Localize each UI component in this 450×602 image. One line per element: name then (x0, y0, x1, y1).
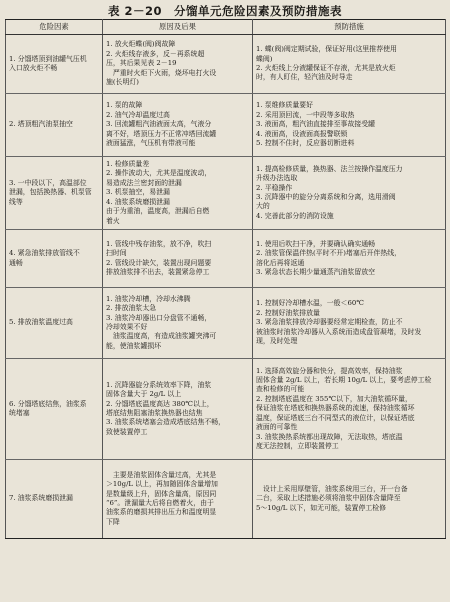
cell-text-line: ＞10g/L 以上，再加随固体含量增加 (106, 480, 218, 489)
cell-text-line: 1. 检修质量差 (106, 160, 150, 169)
cell-text-line: 2. 分馏塔底温度高达 380℃以上， (106, 399, 214, 408)
cell-text-line: 2. 塔顶粗汽油泵抽空 (9, 120, 73, 129)
cell-text-line: 是数量级上升，固体含量高，原因同 (106, 489, 217, 498)
cell-text-line: 2. 火炬线上分液罐保证不存液，尤其是放火炬 (256, 64, 396, 72)
cell-text-line: 时，有人盯住，轻汽油及时导走 (256, 73, 353, 82)
cell-text-line: 2. 控制好油浆排放量 (256, 308, 320, 317)
cause-consequence-cell (103, 460, 253, 539)
cell-text-line: 1. 使用后吹扫干净，并要确认确实通畅 (256, 239, 376, 248)
cell-text-line: 查和检修的可能 (256, 385, 305, 394)
cell-text-line: 统堵塞 (9, 409, 30, 417)
cell-text-line: 被油浆时油浆冷却器从入系统而造成盘管凝堵，及时发 (256, 327, 422, 336)
table-header-row (6, 20, 446, 35)
cell-text-line: 3. 紧急油浆排放冷却器要经常定期检查，防止不 (256, 318, 403, 327)
cell-text-line: “6”。泄漏量大后将自燃着火，由于 (106, 499, 214, 507)
cell-text-line: 塔底结焦阻塞油浆换热器也结焦 (106, 409, 203, 417)
cell-text-line: 固体含量大于 2g/L 以上 (106, 390, 182, 399)
cell-text-line: 通畅 (9, 258, 23, 267)
header-hazard-factor: 危险因素 (6, 20, 103, 35)
cell-text-line: 泄漏，包括换热器、机泵管 (9, 188, 92, 197)
cause-consequence-cell (103, 35, 253, 94)
cell-text-line: 现，及时处理 (256, 337, 298, 346)
cell-text-line: 由于为重油，温度高，泄漏后自燃 (106, 207, 210, 216)
cell-text-line: 7. 油浆系统磨损泄漏 (9, 494, 73, 503)
cell-text-line: 1. 控制好冷却槽水温，一般＜60℃ (256, 299, 364, 308)
cell-text-line: 1. 选择高效旋分器和快分，提高效率，保持油浆 (256, 366, 403, 375)
table-row (6, 157, 446, 230)
cell-text-line: 能，使油浆罐损坏 (106, 341, 162, 350)
cell-text-line: 液面猛涨，气压机有带液可能 (106, 139, 196, 148)
cell-text-line: 5. 控制不住时，反应器切断进料 (256, 139, 355, 148)
cell-text-line: 固体含量 2g/L 以上，若长期 10g/L 以上，要考虑停工检 (256, 376, 432, 385)
preventive-measures-cell (253, 359, 446, 460)
cause-consequence-cell (103, 359, 253, 460)
cell-text-line: 温度，保证塔底三台不同型式的液位计，以保证塔底 (256, 413, 415, 422)
cell-text-line: 3. 油浆换热系统都出现故障，无法取热，塔底温 (256, 432, 403, 441)
cell-text-line: 1. 沉降器旋分系统效率下降，油浆 (106, 380, 212, 389)
cell-text-line: 1. 蝶(阀)阀定期试验，保证好用(这里推荐使用 (256, 45, 397, 54)
cell-text-line: 3. 紧急状态长期少量通蒸汽油浆留放空 (256, 267, 376, 276)
cell-text-line: 1. 泵的故障 (106, 101, 143, 110)
header-cause-consequence: 原因及后果 (103, 20, 253, 35)
cell-text-line: 1. 放火炬蝶(阀)阀故障 (106, 40, 176, 49)
cell-text-line: 3. 回流罐粗汽油液面太高，气液分 (106, 120, 212, 129)
preventive-measures-cell (253, 94, 446, 157)
cell-text-line: 4. 油浆系统磨损泄漏 (106, 197, 170, 206)
hazard-table (5, 19, 446, 539)
cell-text-line: 4. 液面高，设液面高报警联锁 (256, 129, 348, 138)
cell-text-line: 油浆温度高，有造成油浆罐突沸可 (106, 332, 217, 341)
cell-text-line: 2. 管线设计缺欠，装置出现问题要 (106, 258, 212, 267)
hazard-factor-cell (6, 35, 103, 94)
preventive-measures-cell (253, 157, 446, 230)
cell-text-line: 3. 液面高，粗汽油直接排至事故接受罐 (256, 120, 376, 129)
hazard-factor-cell (6, 94, 103, 157)
cell-text-line: 主要是油浆固体含量过高，尤其是 (106, 470, 217, 479)
hazard-factor-cell (6, 359, 103, 460)
cell-text-line: 严重时火炬下火雨，烧坏电打火设 (106, 68, 217, 77)
cell-text-line: 5. 排放油浆温度过高 (9, 318, 73, 327)
cell-text-line: 3. 油浆冷却器出口分盘管不通畅， (106, 313, 212, 322)
cell-text-line: 二台，采取上述措施必须将油浆中固体含量降至 (256, 494, 401, 503)
cause-consequence-cell (103, 230, 253, 288)
cell-text-line: 液面的可靠性 (256, 423, 298, 432)
cell-text-line: 2. 操作波动大，尤其是温度波动， (106, 169, 212, 178)
cell-text-line: 大的 (256, 202, 270, 211)
table-caption: 表 2－20 分馏单元危险因素及预防措施表 (107, 4, 342, 18)
table-row (6, 288, 446, 359)
cell-text-line: 1. 提高检修质量，换热器、法兰按操作温度压力 (256, 164, 403, 173)
cell-text-line: 2. 火炬线存液多，反－再系统超 (106, 49, 205, 58)
cell-text-line: 施(长明灯) (106, 78, 139, 87)
hazard-factor-cell (6, 460, 103, 539)
hazard-factor-cell (6, 288, 103, 359)
cause-consequence-cell (103, 157, 253, 230)
cell-text-line: 蝶阀) (256, 54, 273, 63)
cell-text-line: 油浆系的磨损其排出压力和温度明显 (106, 508, 217, 517)
cell-text-line: 1. 分馏塔顶到油罐气压机 (9, 54, 87, 63)
cell-text-line: 离不好，塔顶压力不正常冲塔回流罐 (106, 129, 217, 138)
cell-text-line: 设计上采用厚壁管，油浆系统用三台，开一台备 (256, 484, 408, 493)
cell-text-line: 6. 分馏塔底结焦，油浆系 (9, 399, 87, 408)
cell-text-line: 度无法控制，立即装置停工 (256, 441, 339, 450)
table-row (6, 359, 446, 460)
cell-text-line: 入口放火炬不畅 (9, 64, 58, 72)
cell-text-line: 升级办法选取 (256, 174, 298, 183)
cell-text-line: 3. 一中段以下，高温部位 (9, 178, 87, 187)
cell-text-line: 溶化后再将返通 (256, 258, 305, 267)
cell-text-line: 压，其后果见表 2－19 (106, 59, 177, 68)
hazard-factor-cell (6, 157, 103, 230)
preventive-measures-cell (253, 230, 446, 288)
cell-text-line: 2. 排放油浆太急 (106, 304, 157, 313)
cell-text-line: 扫时间 (106, 249, 127, 258)
table-row (6, 35, 446, 94)
table-row (6, 230, 446, 288)
cell-text-line: 致使装置停工 (106, 427, 148, 436)
cell-text-line: 排放油浆排不出去，装置紧急停工 (106, 267, 210, 276)
cell-text-line: 3. 油浆系统堵塞会造成塔底结焦不畅， (106, 418, 226, 427)
preventive-measures-cell (253, 35, 446, 94)
cause-consequence-cell (103, 288, 253, 359)
cell-text-line: 1. 管线中残存油浆，放不净，吹扫 (106, 239, 212, 248)
preventive-measures-cell (253, 460, 446, 539)
header-preventive-measures: 预防措施 (253, 20, 446, 35)
cell-text-line: 4. 完善此部分的消防设施 (256, 211, 334, 220)
cell-text-line: 3. 机泵抽空，易泄漏 (106, 188, 170, 197)
cell-text-line: 5～10g/L 以下，如无可能，装置停工检修 (256, 503, 387, 512)
cell-text-line: 线等 (9, 197, 23, 206)
table-row (6, 94, 446, 157)
preventive-measures-cell (253, 288, 446, 359)
cell-text-line: 2. 控制塔底温度在 355℃以下，加大油浆循环量， (256, 394, 412, 403)
cell-text-line: 下降 (106, 517, 120, 526)
cell-text-line: 2. 油气冷却温度过高 (106, 110, 170, 119)
cell-text-line: 2. 平稳操作 (256, 183, 293, 192)
cell-text-line: 1. 泵维修质量要好 (256, 101, 313, 110)
cell-text-line: 冷却效果不好 (106, 323, 148, 331)
cell-text-line: 2. 采用顶回流，一中段等多取热 (256, 110, 355, 119)
cause-consequence-cell (103, 94, 253, 157)
cell-text-line: 4. 紧急油浆排放管线不 (9, 249, 80, 258)
hazard-factor-cell (6, 230, 103, 288)
cell-text-line: 3. 沉降器中的旋分分离系统和分离，选用滑阀 (256, 193, 396, 201)
cell-text-line: 着火 (106, 216, 120, 225)
cell-text-line: 易造成法兰密封面的泄漏 (106, 178, 182, 187)
cell-text-line: 1. 油浆冷却槽，冷却水沸腾 (106, 294, 191, 303)
table-row (6, 460, 446, 539)
cell-text-line: 保证油浆在塔底和换热器系统的流速，保持油浆循环 (256, 404, 415, 413)
cell-text-line: 2. 油浆管保温伴热(平时不开)堵塞后开伴热线， (256, 249, 402, 258)
